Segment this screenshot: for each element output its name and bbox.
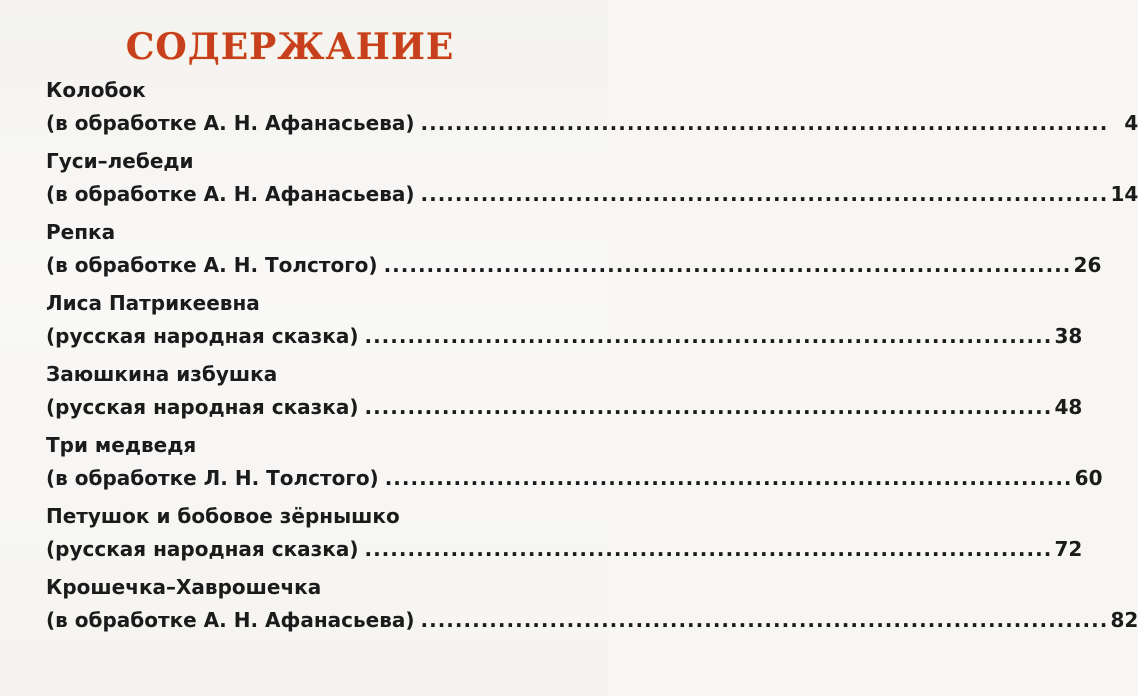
- toc-entry-row: [46, 249, 1102, 282]
- toc-entry-page: 38: [1054, 324, 1083, 348]
- toc-entry: [46, 500, 1083, 571]
- dot-leader: ................................................................................: [364, 324, 1053, 348]
- toc-entry-row: [46, 391, 1083, 424]
- toc-entry-row: [46, 178, 1138, 211]
- toc-entry-source: (русская народная сказка): [46, 324, 359, 348]
- toc-entry-page: 48: [1054, 395, 1083, 419]
- dot-leader: ................................................................................: [420, 111, 1109, 135]
- toc-entry-source: (русская народная сказка): [46, 537, 359, 561]
- toc-entry-page: 26: [1073, 253, 1102, 277]
- toc-entry: [46, 145, 1138, 216]
- contents-title: СОДЕРЖАНИЕ: [125, 26, 455, 68]
- toc-entry: [46, 74, 1138, 145]
- toc-entry: [46, 571, 1138, 642]
- dot-leader: ................................................................................: [384, 466, 1073, 490]
- toc-entry-source: (русская народная сказка): [46, 395, 359, 419]
- toc-entry-page: 82: [1110, 608, 1138, 632]
- toc-entry-source: (в обработке А. Н. Афанасьева): [46, 608, 415, 632]
- toc-entry-source: (в обработке А. Н. Афанасьева): [46, 182, 415, 206]
- dot-leader: ................................................................................: [383, 253, 1072, 277]
- toc-entry-source: (в обработке А. Н. Афанасьева): [46, 111, 415, 135]
- table-of-contents: [46, 74, 1138, 642]
- toc-entry-name: Репка: [46, 220, 116, 244]
- toc-entry-name: Колобок: [46, 78, 146, 102]
- toc-entry: [46, 287, 1083, 358]
- toc-entry: [46, 358, 1083, 429]
- dot-leader: ................................................................................: [364, 537, 1053, 561]
- toc-entry-row: [46, 107, 1138, 140]
- toc-entry-page: 60: [1074, 466, 1103, 490]
- toc-entry: [46, 429, 1103, 500]
- toc-entry-page: 72: [1054, 537, 1083, 561]
- toc-entry-name: Лиса Патрикеевна: [46, 291, 260, 315]
- toc-entry-page: 4: [1124, 111, 1138, 135]
- dot-leader: ................................................................................: [420, 608, 1109, 632]
- dot-leader: ................................................................................: [420, 182, 1109, 206]
- toc-entry-name: Три медведя: [46, 433, 197, 457]
- toc-entry-row: [46, 462, 1103, 495]
- toc-entry-row: [46, 320, 1083, 353]
- toc-entry-source: (в обработке Л. Н. Толстого): [46, 466, 379, 490]
- toc-entry-name: Заюшкина избушка: [46, 362, 278, 386]
- toc-entry: [46, 216, 1102, 287]
- toc-entry-row: [46, 533, 1083, 566]
- dot-leader: ................................................................................: [364, 395, 1053, 419]
- toc-entry-name: Гуси–лебеди: [46, 149, 194, 173]
- toc-entry-name: Петушок и бобовое зёрнышко: [46, 504, 400, 528]
- toc-entry-row: [46, 604, 1138, 637]
- toc-entry-source: (в обработке А. Н. Толстого): [46, 253, 378, 277]
- toc-entry-name: Крошечка–Хаврошечка: [46, 575, 322, 599]
- toc-entry-page: 14: [1110, 182, 1138, 206]
